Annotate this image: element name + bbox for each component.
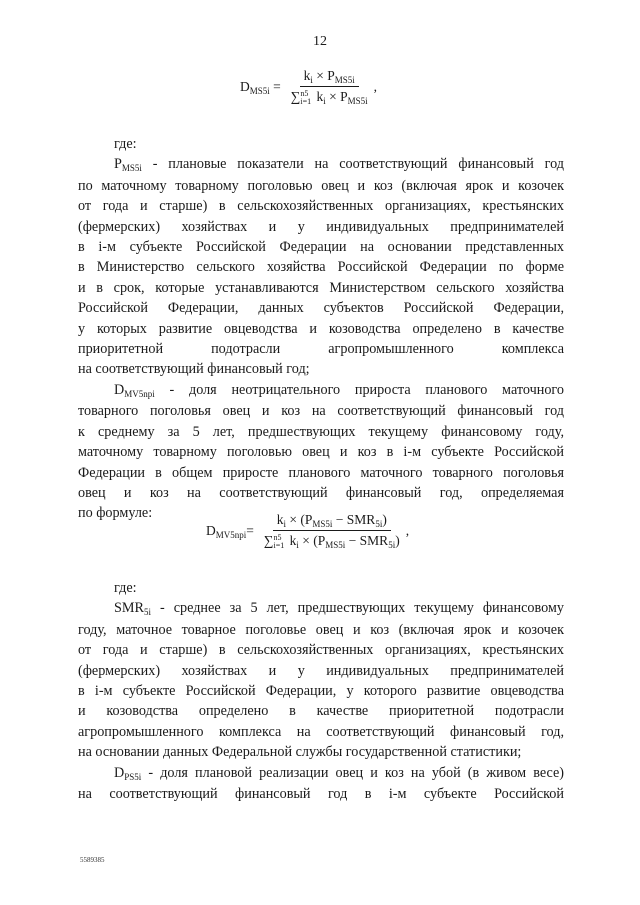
where-label: где: [114,580,137,596]
formula-d-mv5npi: $D_{MV5npi}=$ $k_i \times (P_{MS5i} - SMR_{5i})$ ∑ n5 i=1 $k_i \times (P_{MS5i} - SMR_{5i})$ , [206,512,410,550]
definition-smr-5i: $SMR_{5i}$ - среднее за 5 лет, предшествующих текущему финансовому году, маточное товарное поголовье овец и коз (включая ярок и козочек от года и старше) в сельскохозяйственных организациях, крестьянских (фермерских) хозяйствах и у индивидуальных предпринимателей в i-м субъекте Российской Федерации, у которого развитие овцеводства и козоводства определено в качестве приоритетной подотрасли агропромышленного комплекса на соответствующий финансовый год, на основании данных Федеральной службы государственной статистики; [78,600,564,761]
definitions-block-1 [78,134,564,524]
formula-d-ms5i: $D_{MS5i}$ = $k_i \times P_{MS5i}$ ∑ n5 i=1 $k_i \times P_{MS5i}$ , [240,68,378,106]
formula-fraction [260,512,404,550]
definition-d-ps5i: $D_{PS5i}$ - доля плановой реализации овец и коз на убой (в живом весе) на соответствующий финансовый год в i-м субъекте Российской [78,764,564,803]
formula-numerator: $k_i \times P_{MS5i}$ [300,68,359,87]
symbol-d-ps5i: $D_{PS5i}$ [114,764,142,782]
formula-fraction [287,68,372,106]
symbol-p-ms5i: $P_{MS5i}$ [114,156,142,174]
page-number: 12 [313,34,327,49]
definitions-block-2 [78,578,564,804]
formula-lhs: $D_{MS5i}$ = [240,78,281,96]
definition-d-mv5npi: $D_{MV5npi}$ - доля неотрицательного прироста планового маточного товарного поголовья овец и коз на соответствующий финансовый год к среднему за 5 лет, предшествующих текущему финансовому году, маточному товарному поголовью овец и коз в i-м субъекте Российской Федерации в общем приросте планового маточного товарного поголовья овец и коз на соответствующий финансовый год, определяемая по формуле: [78,381,564,522]
formula-denominator: ∑ n5 i=1 $k_i \times (P_{MS5i} - SMR_{5i})$ [263,532,400,550]
definition-p-ms5i: $P_{MS5i}$ - плановые показатели на соответствующий финансовый год по маточному товарному поголовью овец и коз (включая ярок и козочек от года и старше) в сельскохозяйственных организациях, крестьянских (фермерских) хозяйствах и у индивидуальных предпринимателей в i-м субъекте Российской Федерации на основании представленных в Министерство сельского хозяйства Российской Федерации по форме и в срок, которые устанавливаются Министерством сельского хозяйства Российской Федерации, данных субъектов Российской Федерации, у которых развитие овцеводства и козоводства определено в качестве приоритетной подотрасли агропромышленного комплекса на соответствующий финансовый год; [78,156,564,378]
symbol-smr-5i: $SMR_{5i}$ [114,600,151,618]
document-code: 5589385 [80,856,105,864]
formula-numerator: $k_i \times (P_{MS5i} - SMR_{5i})$ [273,512,391,531]
where-label: где: [114,136,137,152]
formula-lhs: $D_{MV5npi}=$ [206,522,254,540]
symbol-d-mv5npi: $D_{MV5npi}$ [114,381,155,399]
formula-denominator: ∑ n5 i=1 $k_i \times P_{MS5i}$ [290,88,368,106]
